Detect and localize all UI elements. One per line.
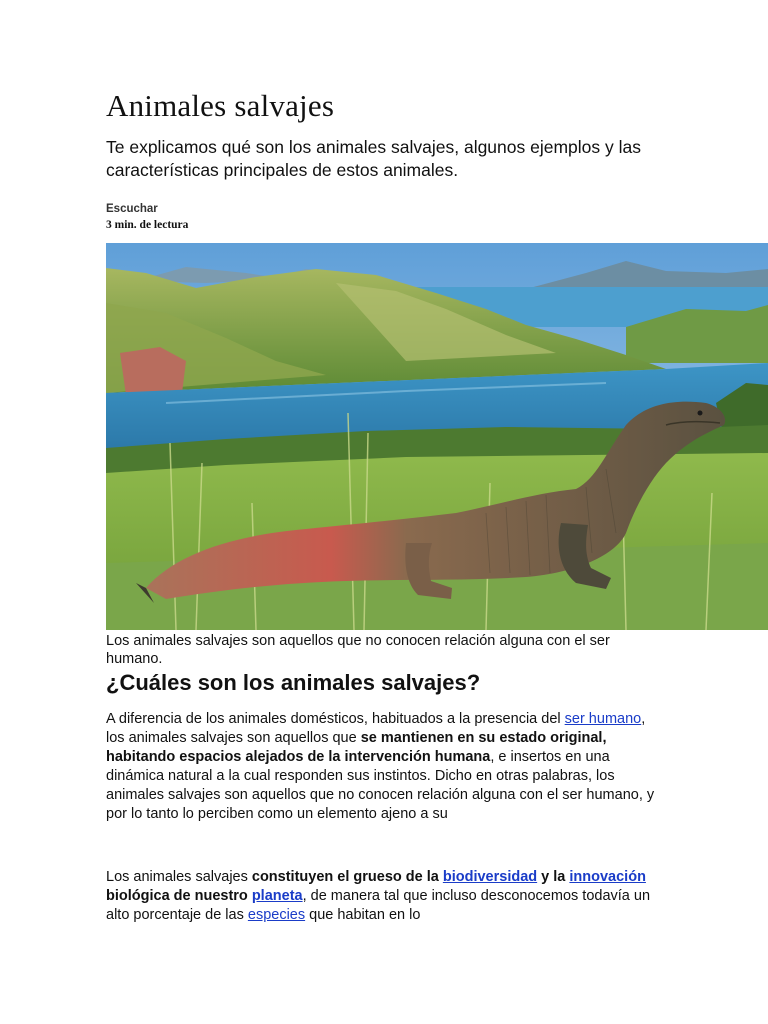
paragraph-1 bbox=[106, 710, 666, 824]
komodo-dragon-photo bbox=[106, 243, 768, 630]
link-innovacion[interactable]: innovación bbox=[569, 869, 646, 885]
article-title: Animales salvajes bbox=[106, 88, 335, 123]
paragraph-text: Los animales salvajes bbox=[106, 869, 252, 885]
link-especies[interactable]: especies bbox=[247, 907, 306, 923]
link-biodiversidad[interactable]: biodiversidad bbox=[442, 869, 538, 885]
paragraph-text: que habitan en lo bbox=[305, 907, 421, 923]
reading-time: 3 min. de lectura bbox=[106, 219, 189, 231]
image-caption: Los animales salvajes son aquellos que no conocen relación alguna con el ser humano. bbox=[106, 633, 610, 667]
link-planeta[interactable]: planeta bbox=[251, 888, 303, 904]
paragraph-text: , los animales salvajes son aquellos que bbox=[106, 711, 646, 746]
article-subtitle: Te explicamos qué son los animales salvajes, algunos ejemplos y las características principales de estos animales. bbox=[106, 137, 641, 180]
bold-text: se mantienen en su estado original, habitando espacios alejados de la intervención humana bbox=[106, 730, 607, 765]
bold-text: y la bbox=[537, 869, 570, 885]
link-ser-humano[interactable]: ser humano bbox=[564, 711, 642, 727]
listen-button[interactable]: Escuchar bbox=[106, 203, 158, 215]
paragraph-text: , e insertos en una dinámica natural a la cual responden sus instintos. Dicho en otras palabras, los animales salvajes son aquellos que no conocen relación alguna con el ser humano, y por lo tanto lo perciben como un elemento ajeno a su bbox=[106, 749, 655, 822]
section-heading: ¿Cuáles son los animales salvajes? bbox=[106, 670, 481, 695]
paragraph-2 bbox=[106, 868, 666, 925]
paragraph-text: , de manera tal que incluso desconocemos todavía un alto porcentaje de las bbox=[106, 888, 651, 923]
bold-text: constituyen el grueso de la bbox=[251, 869, 443, 885]
paragraph-text: A diferencia de los animales domésticos, habituados a la presencia del bbox=[106, 711, 565, 727]
bold-text: biológica de nuestro bbox=[106, 888, 252, 904]
